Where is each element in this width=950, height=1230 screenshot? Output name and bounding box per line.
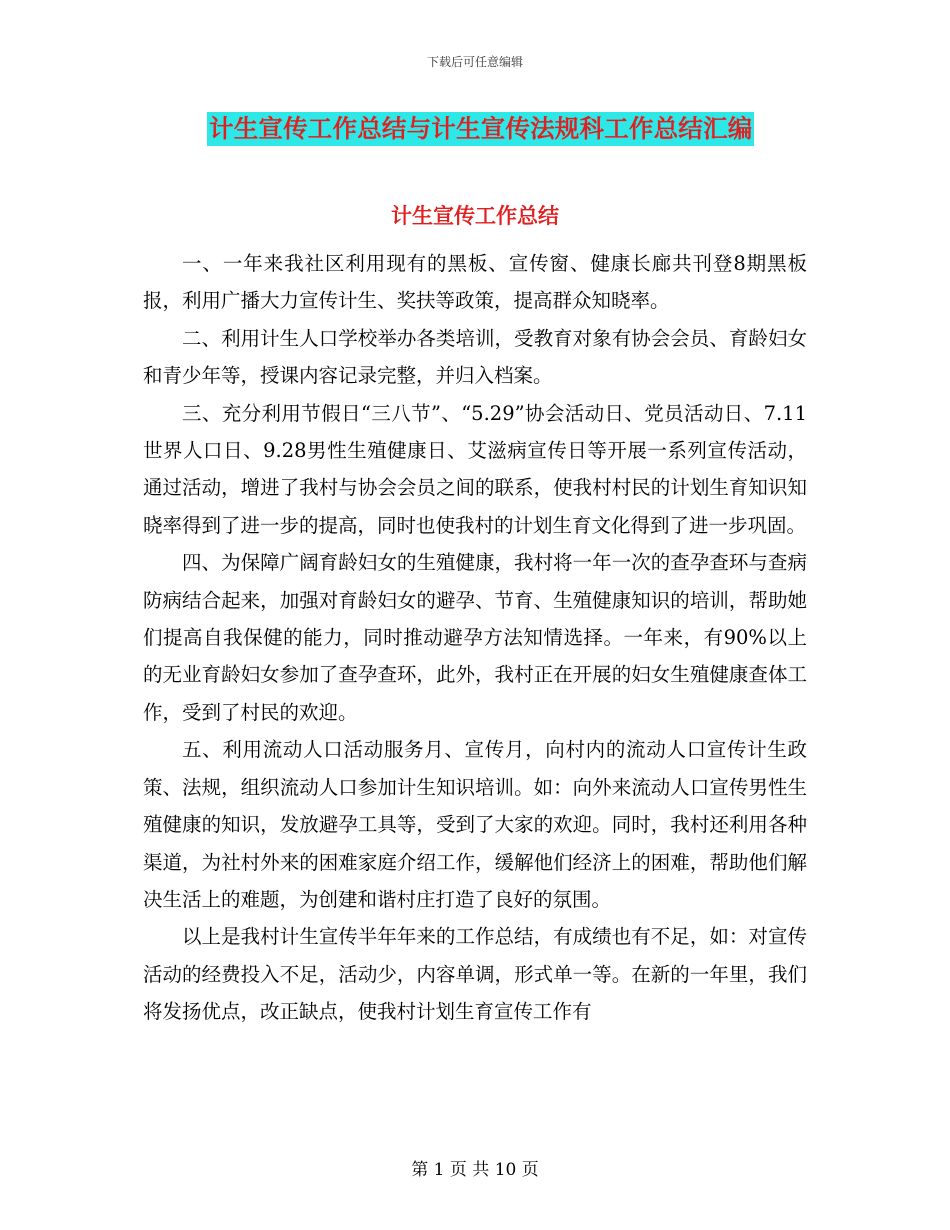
document-body <box>143 245 807 1031</box>
paragraph-2: 二、利用计生人口学校举办各类培训，受教育对象有协会会员、育龄妇女和青少年等，授课内容记录完整，并归入档案。 <box>143 326 807 388</box>
paragraph-5: 五、利用流动人口活动服务月、宣传月，向村内的流动人口宣传计生政策、法规，组织流动人口参加计生知识培训。如：向外来流动人口宣传男性生殖健康的知识，发放避孕工具等，受到了大家的欢迎。同时，我村还利用各种渠道，为社村外来的困难家庭介绍工作，缓解他们经济上的困难，帮助他们解决生活上的难题，为创建和谐村庄打造了良好的氛围。 <box>143 738 807 911</box>
paragraph-6: 以上是我村计生宣传半年年来的工作总结，有成绩也有不足，如：对宣传活动的经费投入不足，活动少，内容单调，形式单一等。在新的一年里，我们将发扬优点，改正缺点，使我村计划生育宣传工作有 <box>143 925 807 1024</box>
page-footer: 第 1 页 共 10 页 <box>411 1160 539 1180</box>
section-title: 计生宣传工作总结 <box>391 204 559 228</box>
header-note: 下载后可任意编辑 <box>426 55 523 69</box>
paragraph-4: 四、为保障广阔育龄妇女的生殖健康，我村将一年一次的查孕查环与查病防病结合起来，加强对育龄妇女的避孕、节育、生殖健康知识的培训，帮助她们提高自我保健的能力，同时推动避孕方法知情选择。一年来，有90%以上的无业育龄妇女参加了查孕查环，此外，我村正在开展的妇女生殖健康查体工作，受到了村民的欢迎。 <box>143 551 807 724</box>
paragraph-3: 三、充分利用节假日“三八节”、“5.29”协会活动日、党员活动日、7.11世界人口日、9.28男性生殖健康日、艾滋病宣传日等开展一系列宣传活动，通过活动，增进了我村与协会会员之间的联系，使我村村民的计划生育知识知晓率得到了进一步的提高，同时也使我村的计划生育文化得到了进一步巩固。 <box>143 401 807 537</box>
paragraph-1: 一、一年来我社区利用现有的黑板、宣传窗、健康长廊共刊登8期黑板报，利用广播大力宣传计生、奖扶等政策，提高群众知晓率。 <box>143 252 807 313</box>
document-title: 计生宣传工作总结与计生宣传法规科工作总结汇编 <box>207 112 754 146</box>
